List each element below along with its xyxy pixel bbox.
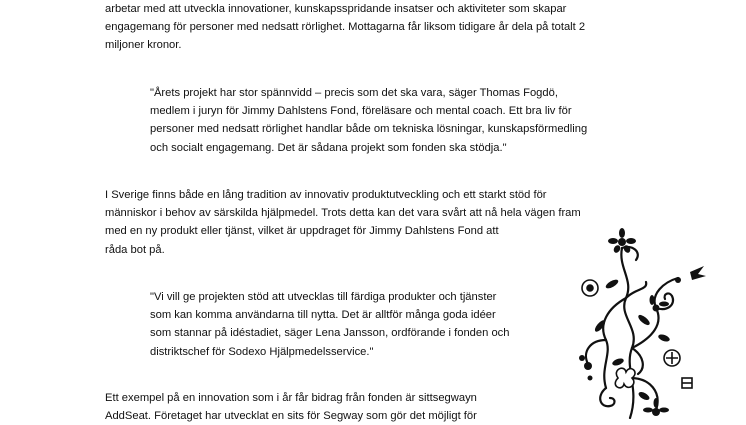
quote-lena-jansson: [150, 288, 509, 361]
text-line: som kan komma användarna till nytta. Det är alltför många goda idéer: [150, 309, 496, 322]
paragraph-example: [105, 389, 477, 425]
text-line: råda bot på.: [105, 243, 165, 256]
text-line: arbetar med att utveckla innovationer, kunskapsspridande insatser och aktiviteter som skapar: [105, 3, 567, 15]
text-line: med en ny produkt eller tjänst, vilket är uppdraget för Jimmy Dahlstens Fond att: [105, 225, 499, 238]
text-line: AddSeat. Företaget har utvecklat en sits för Segway som gör det möjligt för: [105, 410, 477, 423]
text-line: Ett exempel på en innovation som i år får bidrag från fonden är sittsegwayn: [105, 392, 477, 404]
text-line: och socialt engagemang. Det är sådana projekt som fonden ska stödja.": [150, 141, 507, 154]
paragraph-sweden: [105, 186, 581, 259]
text-line: som stannar på idéstadiet, säger Lena Jansson, ordförande i fonden och: [150, 327, 510, 340]
text-line: "Årets projekt har stor spännvidd – precis som det ska vara, säger Thomas Fogdö,: [150, 87, 558, 99]
text-line: personer med nedsatt rörlighet handlar både om tekniska lösningar, kunskapsförmedling: [150, 123, 588, 136]
quote-thomas-fogdo: [150, 84, 587, 157]
floral-vine-illustration-icon: [560, 228, 720, 419]
text-line: miljoner kronor.: [105, 39, 182, 52]
text-line: människor i behov av särskilda hjälpmedel. Trots detta kan det vara svårt att nå hela vägen fram: [105, 207, 581, 220]
paragraph-intro: [105, 0, 585, 55]
text-line: engagemang för personer med nedsatt rörlighet. Mottagarna får liksom tidigare år dela på totalt 2: [105, 21, 586, 34]
text-line: "Vi vill ge projekten stöd att utvecklas till färdiga produkter och tjänster: [150, 291, 497, 303]
text-line: distriktschef för Sodexo Hjälpmedelsservice.": [150, 345, 374, 358]
text-line: I Sverige finns både en lång tradition av innovativ produktutveckling och ett starkt stöd för: [105, 189, 547, 201]
text-line: medlem i juryn för Jimmy Dahlstens Fond, föreläsare och mental coach. Ett bra liv för: [150, 105, 572, 118]
